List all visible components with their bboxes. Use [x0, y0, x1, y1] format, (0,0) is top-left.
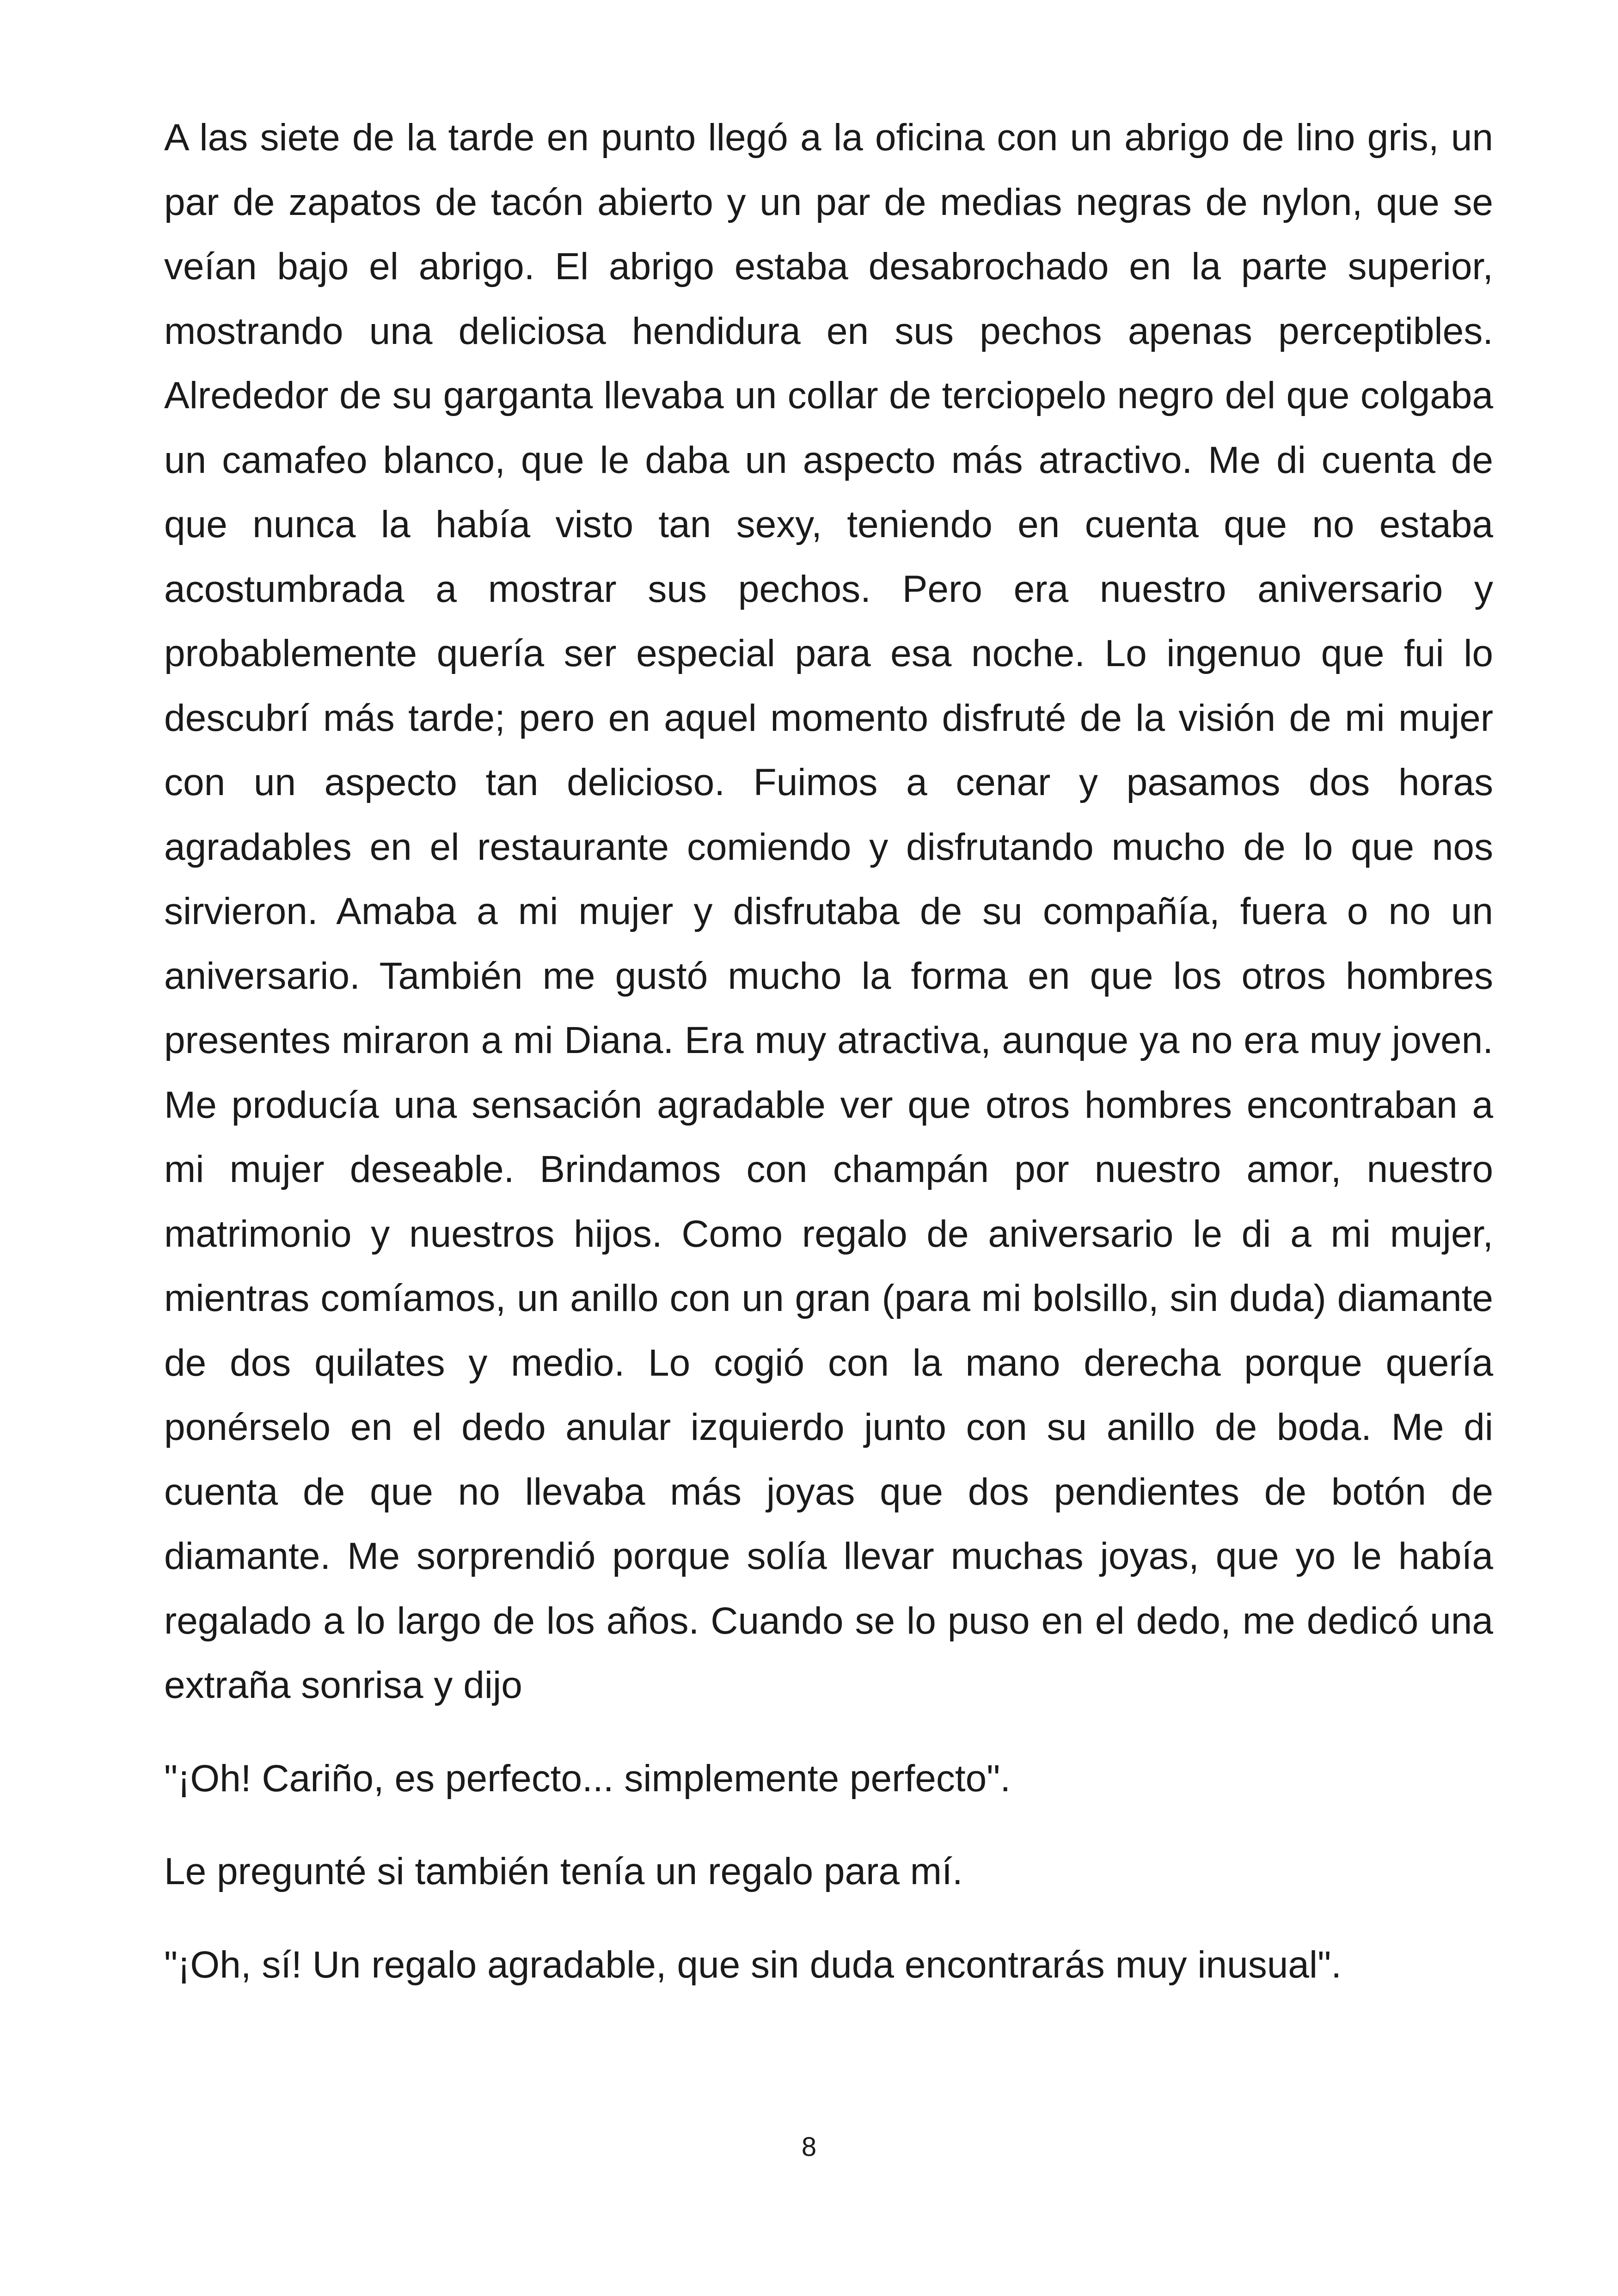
paragraph-narrative: A las siete de la tarde en punto llegó a la oficina con un abrigo de lino gris, un par de zapatos de tacón abierto y un par de medias negras de nylon, que se veían bajo el abrigo. El abrigo estaba desabrochado en la parte superior, mostrando una deliciosa hendidura en sus pechos apenas perceptibles. Alrededor de su garganta llevaba un collar de terciopelo negro del que colgaba un camafeo blanco, que le daba un aspecto más atractivo. Me di cuenta de que nunca la había visto tan sexy, teniendo en cuenta que no estaba acostumbrada a mostrar sus pechos. Pero era nuestro aniversario y probablemente quería ser especial para esa noche. Lo ingenuo que fui lo descubrí más tarde; pero en aquel momento disfruté de la visión de mi mujer con un aspecto tan delicioso. Fuimos a cenar y pasamos dos horas agradables en el restaurante comiendo y disfrutando mucho de lo que nos sirvieron. Amaba a mi mujer y disfrutaba de su compañía, fuera o no un aniversario. También me gustó mucho la forma en que los otros hombres presentes miraron a mi Diana. Era muy atractiva, aunque ya no era muy joven. Me producía una sensación agradable ver que otros hombres encontraban a mi mujer deseable. Brindamos con champán por nuestro amor, nuestro matrimonio y nuestros hijos. Como regalo de aniversario le di a mi mujer, mientras comíamos, un anillo con un gran (para mi bolsillo, sin duda) diamante de dos quilates y medio. Lo cogió con la mano derecha porque quería ponérselo en el dedo anular izquierdo junto con su anillo de boda. Me di cuenta de que no llevaba más joyas que dos pendientes de botón de diamante. Me sorprendió porque solía llevar muchas joyas, que yo le había regalado a lo largo de los años. Cuando se lo puso en el dedo, me dedicó una extraña sonrisa y dijo	[164, 116, 1493, 1706]
body-text	[164, 105, 1493, 1997]
paragraph-dialogue-1: "¡Oh! Cariño, es perfecto... simplemente perfecto".	[164, 1757, 1011, 1800]
paragraph-dialogue-2: "¡Oh, sí! Un regalo agradable, que sin duda encontrarás muy inusual".	[164, 1943, 1342, 1986]
paragraph-question: Le pregunté si también tenía un regalo para mí.	[164, 1850, 963, 1892]
page-number: 8	[801, 2132, 817, 2162]
